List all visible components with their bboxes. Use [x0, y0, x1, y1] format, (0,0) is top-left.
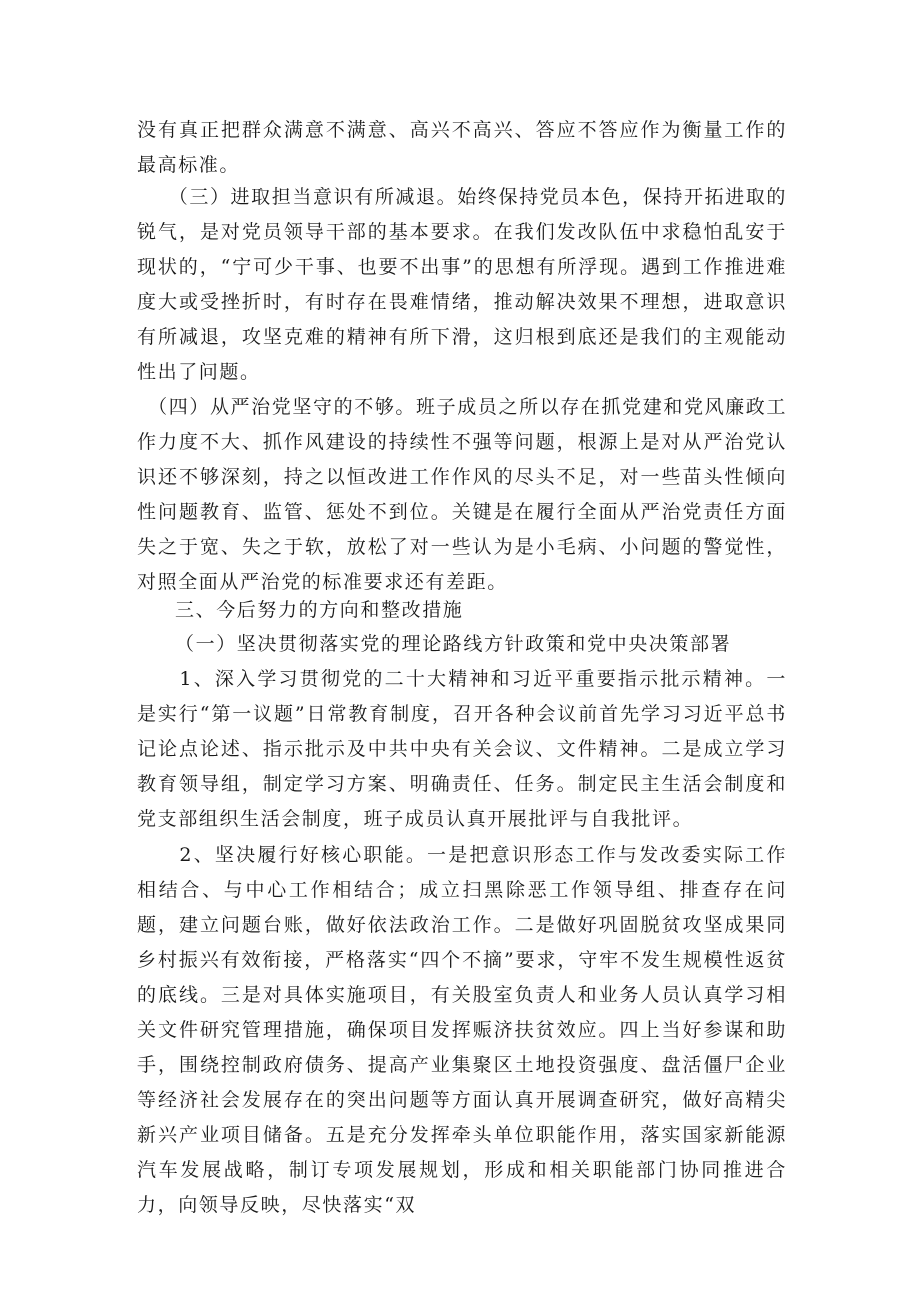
paragraph-section-4: （四）从严治党坚守的不够。班子成员之所以存在抓党建和党风廉政工作力度不大、抓作风建设的持续性不强等问题，根源上是对从严治党认识还不够深刻，持之以恒改进工作作风的尽头不足，对一些苗头性倾向性问题教育、监管、惩处不到位。关键是在履行全面从严治党责任方面失之于宽、失之于软，放松了对一些认为是小毛病、小问题的警觉性，对照全面从严治党的标准要求还有差距。	[137, 396, 787, 593]
paragraph-item-1: 1、深入学习贯彻党的二十大精神和习近平重要指示批示精神。一是实行“第一议题”日常教育制度，召开各种会议前首先学习习近平总书记论点论述、指示批示及中共中央有关会议、文件精神。二是成立学习教育领导组，制定学习方案、明确责任、任务。制定民主生活会制度和党支部组织生活会制度，班子成员认真开展批评与自我批评。	[137, 668, 787, 830]
subsection-heading: （一）坚决贯彻落实党的理论路线方针政策和党中央决策部署	[175, 633, 732, 655]
paragraph-section-3: （三）进取担当意识有所减退。始终保持党员本色，保持开拓进取的锐气，是对党员领导干部的基本要求。在我们发改队伍中求稳怕乱安于现状的，“宁可少干事、也要不出事”的思想有所浮现。遇到工作推进难度大或受挫折时，有时存在畏难情绪，推动解决效果不理想，进取意识有所减退，攻坚克难的精神有所下滑，这归根到底还是我们的主观能动性出了问题。	[137, 186, 787, 383]
paragraph-continuation: 没有真正把群众满意不满意、高兴不高兴、答应不答应作为衡量工作的最高标准。	[137, 119, 787, 176]
section-heading: 三、今后努力的方向和整改措施	[175, 599, 464, 621]
paragraph-item-2: 2、坚决履行好核心职能。一是把意识形态工作与发改委实际工作相结合、与中心工作相结合；成立扫黑除恶工作领导组、排查存在问题，建立问题台账，做好依法政治工作。二是做好巩固脱贫攻坚成果同乡村振兴有效衔接，严格落实“四个不摘”要求，守牢不发生规模性返贫的底线。三是对具体实施项目，有关股室负责人和业务人员认真学习相关文件研究管理措施，确保项目发挥赈济扶贫效应。四上当好参谋和助手，围绕控制政府债务、提高产业集聚区土地投资强度、盘活僵尸企业等经济社会发展存在的突出问题等方面认真开展调查研究，做好高精尖新兴产业项目储备。五是充分发挥牵头单位职能作用，落实国家新能源汽车发展战略，制订专项发展规划，形成和相关职能部门协同推进合力，向领导反映，尽快落实“双	[137, 844, 787, 1216]
